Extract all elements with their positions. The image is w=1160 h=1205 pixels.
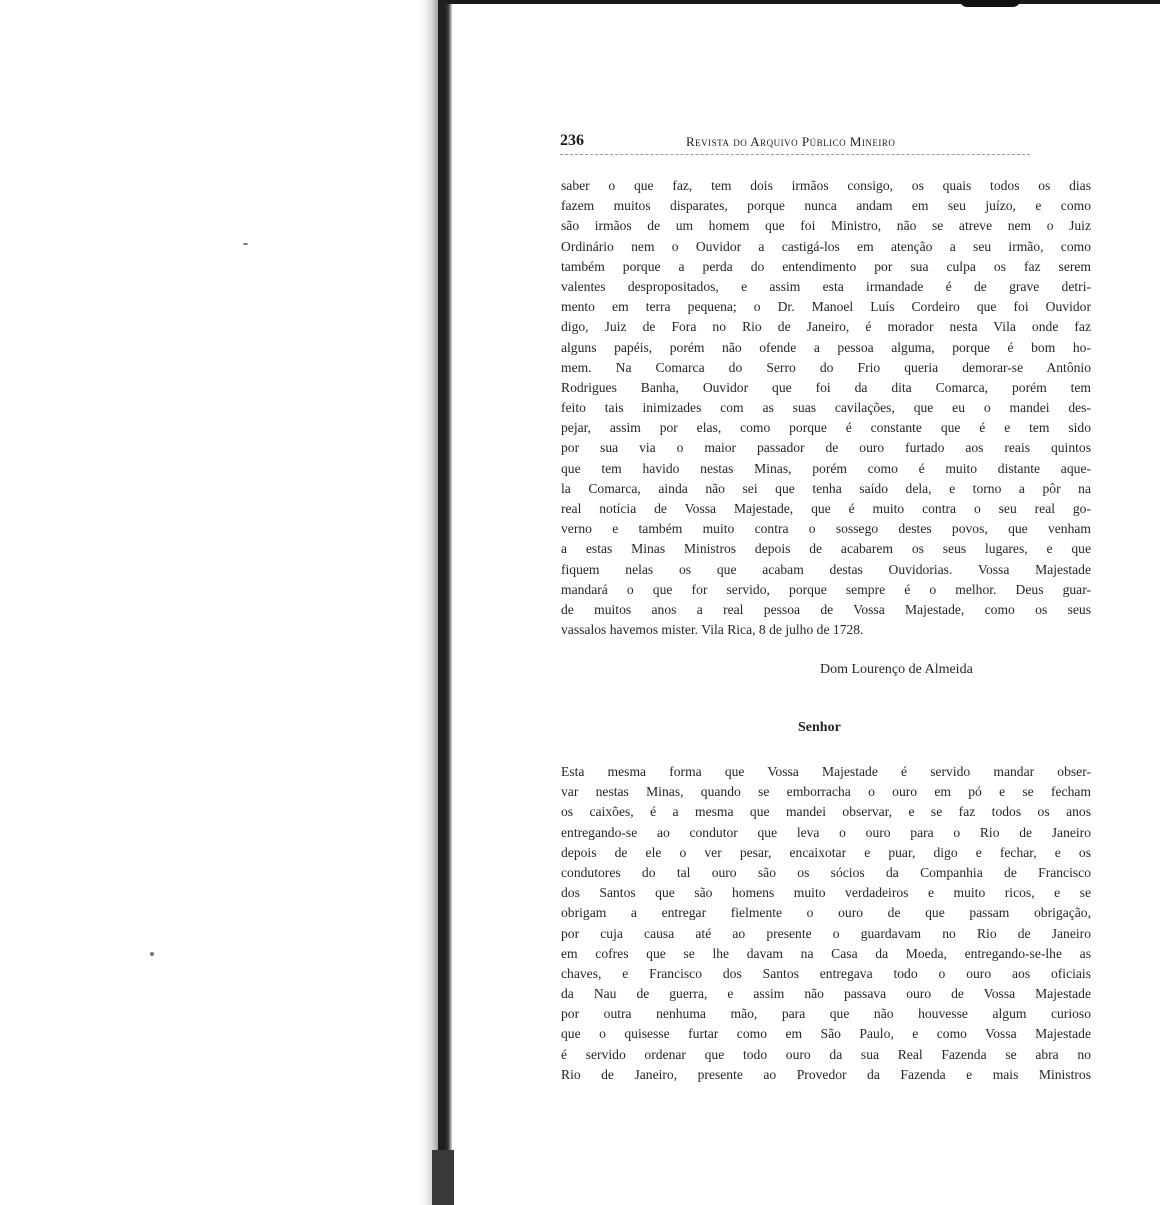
text-line: é servido ordenar que todo ouro da sua Real Fazenda se abra no bbox=[561, 1046, 1091, 1062]
page-number: 236 bbox=[560, 132, 584, 149]
signature: Dom Lourenço de Almeida bbox=[820, 662, 973, 677]
text-line: fiquem nelas os que acabam destas Ouvidorias. Vossa Majestade bbox=[561, 561, 1091, 577]
text-line: por cuja causa até ao presente o guardavam no Rio de Janeiro bbox=[561, 925, 1091, 941]
text-line: mem. Na Comarca do Serro do Frio queria demorar-se Antônio bbox=[561, 359, 1091, 375]
running-title: Revista do Arquivo Público Mineiro bbox=[686, 134, 896, 149]
text-line: também porque a perda do entendimento por sua culpa os faz serem bbox=[561, 258, 1091, 274]
letter-2-body bbox=[561, 762, 1091, 1085]
text-line: Ordinário nem o Ouvidor a castigá-los em atenção a seu irmão, como bbox=[561, 238, 1091, 254]
text-line: a estas Minas Ministros depois de acabarem os seus lugares, e que bbox=[561, 541, 1091, 557]
text-line: que o quisesse furtar como em São Paulo, e como Vossa Majestade bbox=[561, 1026, 1091, 1042]
salutation: Senhor bbox=[798, 720, 841, 735]
text-line: por sua via o maior passador de ouro furtado aos reais quintos bbox=[561, 440, 1091, 456]
text-line: mento em terra pequena; o Dr. Manoel Luís Cordeiro que foi Ouvidor bbox=[561, 299, 1091, 315]
text-line: fazem muitos disparates, porque nunca andam em seu juízo, e como bbox=[561, 198, 1091, 214]
scan-speck bbox=[243, 243, 248, 245]
text-line: são irmãos de um homem que foi Ministro, não se atreve nem o Juiz bbox=[561, 218, 1091, 234]
page-top-edge bbox=[446, 0, 1160, 4]
text-line: feito tais inimizades com as suas cavilações, que eu o mandei des- bbox=[561, 400, 1091, 416]
text-line: digo, Juiz de Fora no Rio de Janeiro, é morador nesta Vila onde faz bbox=[561, 319, 1091, 335]
text-line: os caixões, é a mesma que mandei observar, e se faz todos os anos bbox=[561, 804, 1091, 820]
text-line: verno e também muito contra o sossego destes povos, que venham bbox=[561, 521, 1091, 537]
text-line: da Nau de guerra, e assim não passava ouro de Vossa Majestade bbox=[561, 986, 1091, 1002]
text-line: Rodrigues Banha, Ouvidor que foi da dita Comarca, porém tem bbox=[561, 379, 1091, 395]
text-line: var nestas Minas, quando se emborracha o ouro em pó e se fecham bbox=[561, 784, 1091, 800]
text-line: la Comarca, ainda não sei que tenha saído dela, e torno a pôr na bbox=[561, 480, 1091, 496]
text-line: condutores do tal ouro são os sócios da Companhia de Francisco bbox=[561, 864, 1091, 880]
text-line: dos Santos que são homens muito verdadeiros e muito ricos, e se bbox=[561, 885, 1091, 901]
text-line: em cofres que se lhe davam na Casa da Moeda, entregando-se-lhe as bbox=[561, 945, 1091, 961]
page-top-edge-mark bbox=[960, 0, 1020, 7]
header-rule bbox=[560, 154, 1030, 155]
book-gutter bbox=[438, 0, 446, 1205]
text-line: real notícia de Vossa Majestade, que é muito contra o seu real go- bbox=[561, 501, 1091, 516]
book-spine-shadow bbox=[418, 0, 452, 1205]
text-line: chaves, e Francisco dos Santos entregava todo o ouro aos oficiais bbox=[561, 965, 1091, 981]
text-line: mandará o que for servido, porque sempre é o melhor. Deus guar- bbox=[561, 581, 1091, 597]
running-header bbox=[560, 132, 1040, 158]
text-line: entregando-se ao condutor que leva o ouro para o Rio de Janeiro bbox=[561, 824, 1091, 840]
text-line: valentes despropositados, e assim esta irmandade é de grave detri- bbox=[561, 278, 1091, 294]
text-line: pejar, assim por elas, como porque é constante que é e tem sido bbox=[561, 420, 1091, 436]
text-line: que tem havido nestas Minas, porém como é muito distante aque- bbox=[561, 460, 1091, 476]
text-line: Rio de Janeiro, presente ao Provedor da Fazenda e mais Ministros bbox=[561, 1066, 1091, 1082]
text-line: por outra nenhuma mão, para que não houvesse algum curioso bbox=[561, 1006, 1091, 1022]
text-line: depois de ele o ver pesar, encaixotar e puar, digo e fechar, e os bbox=[561, 844, 1091, 860]
text-line: Esta mesma forma que Vossa Majestade é servido mandar obser- bbox=[561, 764, 1091, 779]
text-line: obrigam a entregar fielmente o ouro de que passam obrigação, bbox=[561, 905, 1091, 921]
text-line: alguns papéis, porém não ofende a pessoa alguma, porque é bom ho- bbox=[561, 339, 1091, 355]
letter-1-body bbox=[561, 176, 1091, 640]
text-line: saber o que faz, tem dois irmãos consigo, os quais todos os dias bbox=[561, 178, 1091, 193]
text-line: vassalos havemos mister. Vila Rica, 8 de julho de 1728. bbox=[561, 622, 864, 638]
text-line: de muitos anos a real pessoa de Vossa Majestade, como os seus bbox=[561, 601, 1091, 617]
scan-speck bbox=[150, 952, 154, 956]
book-gutter-bottom bbox=[432, 1150, 454, 1205]
